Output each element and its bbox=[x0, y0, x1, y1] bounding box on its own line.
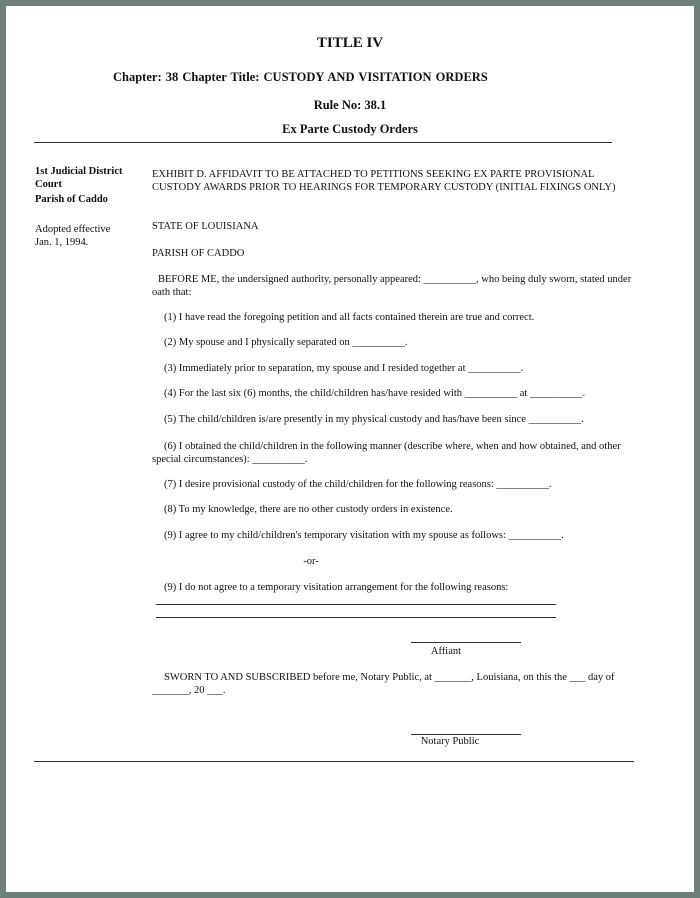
sworn-paragraph: SWORN TO AND SUBSCRIBED before me, Notary Public, at _______, Louisiana, on this the ___ day of _______, 20 ___. bbox=[152, 672, 615, 696]
rule-title: Ex Parte Custody Orders bbox=[282, 122, 418, 136]
state-line: STATE OF LOUISIANA bbox=[152, 221, 259, 232]
sidebar-adopted: Adopted effective bbox=[35, 224, 111, 235]
parish-line: PARISH OF CADDO bbox=[152, 248, 245, 259]
document-page bbox=[6, 6, 694, 892]
item-8: (8) To my knowledge, there are no other custody orders in existence. bbox=[164, 504, 453, 515]
item-9-alt: (9) I do not agree to a temporary visitation arrangement for the following reasons: bbox=[164, 582, 509, 593]
sidebar-court: 1st Judicial District bbox=[35, 166, 123, 177]
exhibit-heading: EXHIBIT D. AFFIDAVIT TO BE ATTACHED TO PETITIONS SEEKING EX PARTE PROVISIONAL CUSTODY AWARDS PRIOR TO HEARINGS FOR TEMPORARY CUSTODY (INITIAL FIXINGS ONLY) bbox=[152, 169, 616, 193]
item-7: (7) I desire provisional custody of the child/children for the following reasons: __________. bbox=[164, 479, 552, 490]
notary-label: Notary Public bbox=[420, 736, 480, 747]
intro-paragraph: BEFORE ME, the undersigned authority, personally appeared: __________, who being duly sworn, stated under oath that: bbox=[152, 274, 632, 298]
footer-divider bbox=[34, 761, 634, 762]
sidebar-adopted-date: Jan. 1, 1994. bbox=[35, 237, 89, 248]
item-2: (2) My spouse and I physically separated on __________. bbox=[164, 337, 408, 348]
item-4: (4) For the last six (6) months, the child/children has/have resided with __________ at __________. bbox=[164, 388, 586, 399]
document-title: TITLE IV bbox=[316, 35, 384, 51]
reason-line-1 bbox=[156, 604, 556, 605]
rule-number: Rule No: 38.1 bbox=[313, 98, 387, 112]
affiant-label: Affiant bbox=[430, 646, 462, 657]
item-3: (3) Immediately prior to separation, my spouse and I resided together at __________. bbox=[164, 363, 524, 374]
item-1: (1) I have read the foregoing petition and all facts contained therein are true and correct. bbox=[164, 312, 535, 323]
sidebar-court-2: Court bbox=[35, 179, 62, 190]
affiant-signature-line bbox=[411, 642, 521, 643]
sidebar-parish: Parish of Caddo bbox=[35, 194, 108, 205]
or-separator: -or- bbox=[303, 556, 319, 567]
item-6: (6) I obtained the child/children in the following manner (describe where, when and how obtained, and other special circumstances): __________. bbox=[152, 441, 621, 465]
chapter-line: Chapter: 38 Chapter Title: CUSTODY AND VISITATION ORDERS bbox=[113, 70, 488, 84]
notary-signature-line bbox=[411, 734, 521, 735]
item-9: (9) I agree to my child/children's temporary visitation with my spouse as follows: __________. bbox=[164, 530, 564, 541]
item-5: (5) The child/children is/are presently in my physical custody and has/have been since __________. bbox=[164, 414, 584, 425]
reason-line-2 bbox=[156, 617, 556, 618]
header-divider bbox=[34, 142, 612, 143]
